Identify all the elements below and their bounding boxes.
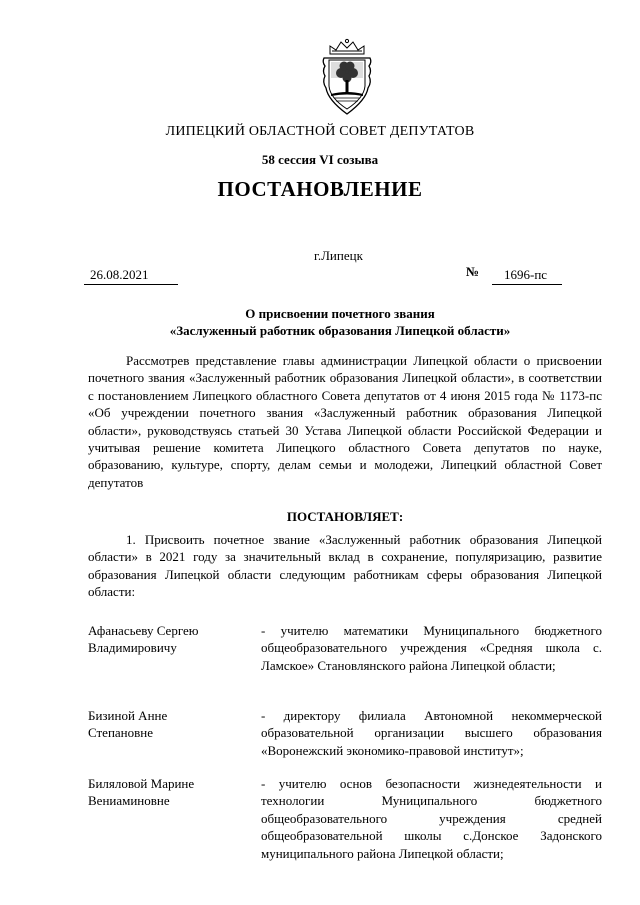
awardee-description: - учителю математики Муниципального бюджетного общеобразовательного учреждения «Средняя школа с. Ламское» Становлянского района Липецкой области; [261,623,602,673]
awardee-name: Бизиной Анне Степановне [88,708,168,741]
document-type-heading: ПОСТАНОВЛЕНИЕ [217,177,423,201]
title-line-1: О присвоении почетного звания [245,306,435,321]
organization-name: ЛИПЕЦКИЙ ОБЛАСТНОЙ СОВЕТ ДЕПУТАТОВ [165,124,475,139]
document-number: 1696-пс [492,266,562,285]
awardee-name: Афанасьеву Сергею Владимировичу [88,623,199,656]
awardee-description: - директору филиала Автономной некоммерческой образовательной организации высшего образования «Воронежский экономико-правовой институт»; [261,708,602,758]
preamble-paragraph: Рассмотрев представление главы администрации Липецкой области о присвоении почетного звания «Заслуженный работник образования Липецкой области», в соответствии с постановлением Липецкого областного Совета депутатов от 4 июня 2015 года № 1173-пс «Об учреждении почетного звания «Заслуженный работник образования Липецкой области», руководствуясь статьей 30 Устава Липецкой области Российской Федерации и учитывая решение комитета Липецкого областного Совета депутатов по науке, образованию, культуре, спорту, делам семьи и молодежи, Липецкий областной Совет депутатов [88,353,602,490]
awardee-description: - учителю основ безопасности жизнедеятельности и технологии Муниципального бюджетного общеобразовательного учреждения средней общеобразовательной школы с.Донское Задонского муниципального района Липецкой области; [261,776,602,861]
session-line: 58 сессия VI созыва [261,152,379,167]
resolves-heading: ПОСТАНОВЛЯЕТ: [286,509,404,524]
awardee-name: Биляловой Марине Вениаминовне [88,776,195,809]
document-date: 26.08.2021 [84,266,178,285]
coat-of-arms-emblem [316,38,378,118]
document-title [80,305,600,339]
number-sign: № [466,264,480,279]
point-1-paragraph: 1. Присвоить почетное звание «Заслуженный работник образования Липецкой области» в 2021 году за значительный вклад в сохранение, популяризацию, развитие образования Липецкой области следующим работникам сферы образования Липецкой области: [88,532,602,600]
city-label: г.Липецк [314,248,363,263]
title-line-2: «Заслуженный работник образования Липецкой области» [169,323,511,338]
